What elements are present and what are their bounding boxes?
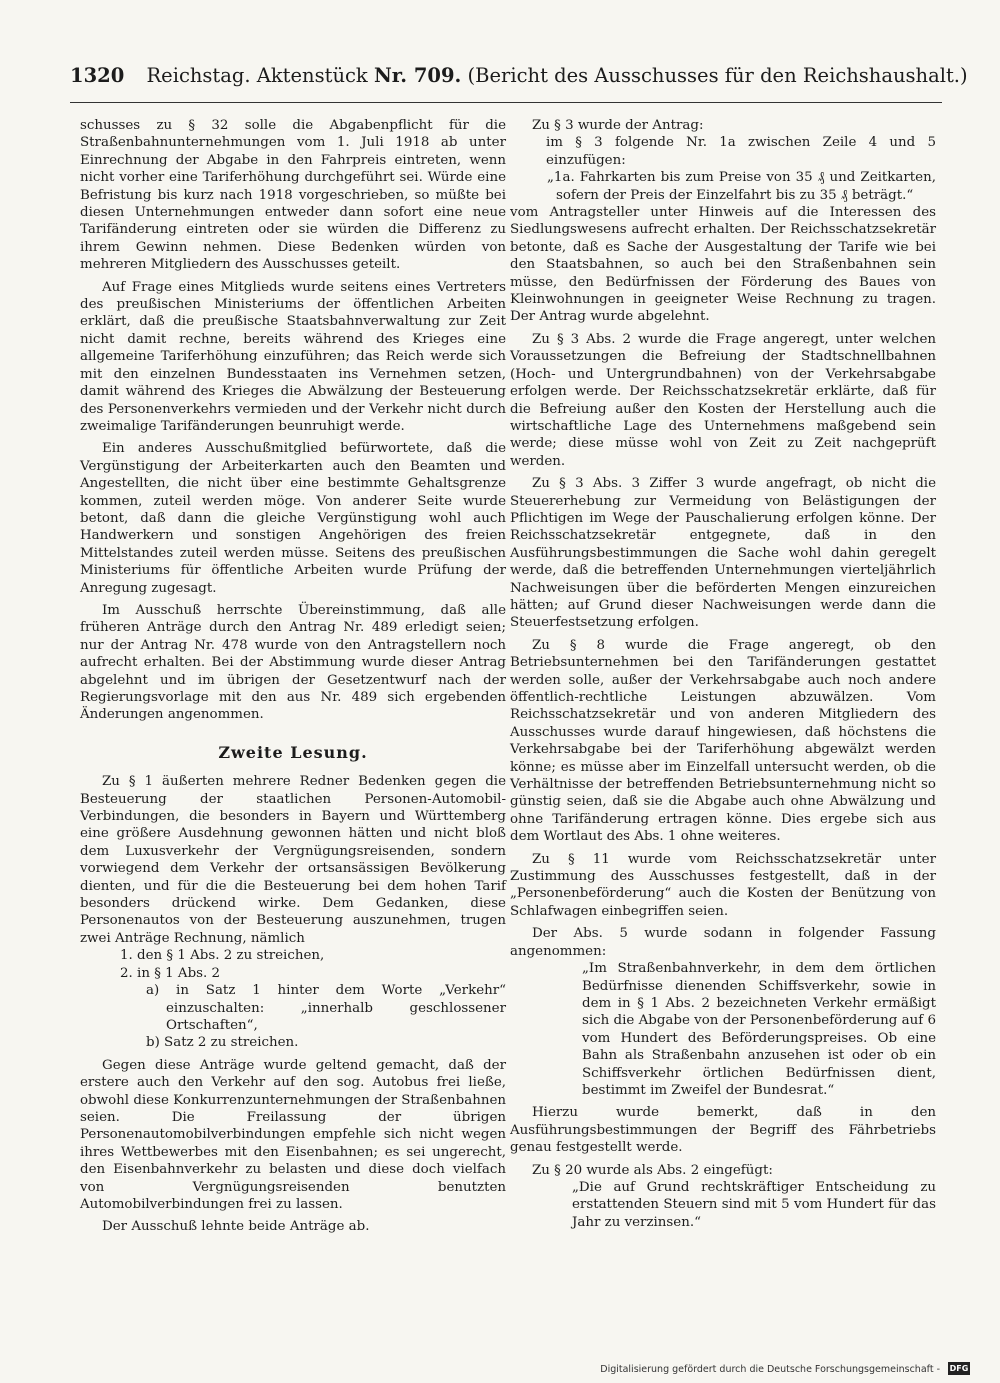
page-number: 1320 <box>70 64 125 87</box>
paragraph: Zu § 3 Abs. 2 wurde die Frage angeregt, unter welchen Voraussetzungen die Befreiung der Stadtschnellbahnen (Hoch- und Untergrundbahnen) von der Verkehrsabgabe erfolgen werde. Der Reichsschatzsekretär erklärte, daß für die Befreiung außer den Kosten der Herstellung auch die wirtschaftliche Lage des Unternehmens maßgebend sein werde; diese müsse wohl von Zeit zu Zeit nachgeprüft werden. <box>510 331 936 469</box>
header-title-prefix: Reichstag. Aktenstück <box>146 64 368 87</box>
paragraph: Ein anderes Ausschußmitglied befürwortete, daß die Vergünstigung der Arbeiterkarten auch den Beamten und Angestellten, die nicht über eine bestimmte Gehaltsgrenze kommen, zuteil werden möge. Von anderer Seite wurde betont, daß dann die gleiche Vergünstigung wohl auch Handwerkern und sonstigen Angehörigen des freien Mittelstandes zuteil werden müsse. Seitens des preußischen Ministeriums für öffentliche Arbeiten wurde Prüfung der Anregung zugesagt. <box>80 441 506 596</box>
page-header <box>70 64 968 98</box>
paragraph: Zu § 3 Abs. 3 Ziffer 3 wurde angefragt, ob nicht die Steuererhebung zur Vermeidung von Belästigungen der Pflichtigen im Wege der Pauschalierung erfolgen könne. Der Reichsschatzsekretär entgegnete, daß in den Ausführungsbestimmungen die Sache wohl dahin geregelt werde, daß die betreffenden Unternehmungen vierteljährlich Nachweisungen über die beförderten Mengen einzureichen hätten; auf Grund dieser Nachweisungen werde dann die Steuerfestsetzung erfolgen. <box>510 476 936 631</box>
list-item: 2. in § 1 Abs. 2 <box>120 965 221 981</box>
header-doc-number: Nr. 709. <box>373 64 462 87</box>
paragraph: Zu § 3 wurde der Antrag: <box>532 118 704 133</box>
dfg-logo: DFG <box>949 1364 969 1373</box>
section-heading: Zweite Lesung. <box>218 742 368 762</box>
motion-list <box>80 947 506 1051</box>
paragraph: Im Ausschuß herrschte Übereinstimmung, daß alle früheren Anträge durch den Antrag Nr. 489 erledigt seien; nur der Antrag Nr. 478 wurde von den Antragstellern noch aufrecht erhalten. Bei der Abstimmung wurde dieser Antrag abgelehnt und im übrigen der Gesetzentwurf nach der Regierungsvorlage mit den aus Nr. 489 sich ergebenden Änderungen angenommen. <box>80 602 506 723</box>
paragraph: Zu § 20 wurde als Abs. 2 eingefügt: <box>532 1162 773 1178</box>
paragraph: Auf Frage eines Mitglieds wurde seitens eines Vertreters des preußischen Ministeriums der öffentlichen Arbeiten erklärt, daß die preußische Staatsbahnverwaltung zur Zeit nicht damit rechne, bereits während des Krieges eine allgemeine Tariferhöhung einzuführen; das Reich werde sich mit den einzelnen Bundesstaaten ins Vernehmen setzen, damit während des Krieges die Abwälzung der Besteuerung des Personenverkehrs vermieden und der Verkehr nicht durch zweimalige Tarifänderungen beunruhigt werde. <box>80 279 506 434</box>
paragraph: Zu § 1 äußerten mehrere Redner Bedenken gegen die Besteuerung der staatlichen Personen-Automobil-Verbindungen, die besonders in Bayern und Württemberg eine größere Ausdehnung gewonnen hätten und nicht bloß dem Luxusverkehr der Vergnügungsreisenden, sondern vorwiegend dem Verkehr der ortsansässigen Bevölkerung dienten, und für die die Besteuerung bei dem hohen Tarif besonders drückend wirke. Dem Gedanken, diese Personenautos von der Besteuerung auszunehmen, trugen zwei Anträge Rechnung, nämlich <box>80 774 506 946</box>
block-quote: „Im Straßenbahnverkehr, in dem dem örtlichen Bedürfnisse dienenden Schiffsverkehr, sowie in dem in § 1 Abs. 2 bezeichneten Verkehr ermäßigt sich die Abgabe von der Personenbeförderung auf 6 vom Hundert des Beförderungspreises. Ob eine Bahn als Straßenbahn anzusehen ist oder ob ein Schiffsverkehr örtlichen Bedürfnissen dient, bestimmt im Zweifel der Bundesrat.“ <box>582 961 936 1098</box>
paragraph: schusses zu § 32 solle die Abgabenpflicht für die Straßenbahnunternehmungen vom 1. Juli 1918 ab unter Einrechnung der Abgabe in den Fahrpreis eintreten, wenn nicht vorher eine Tariferhöhung durchgeführt sei. Würde eine Befristung bis kurz nach 1918 vorgeschrieben, so müßte bei diesen Unternehmungen entweder dann sofort eine neue Tarifänderung eintreten oder sie würden die Differenz zu ihrem Gewinn nehmen. Diese Bedenken würden von mehreren Mitgliedern des Ausschusses geteilt. <box>80 118 506 273</box>
block-quote: „Die auf Grund rechtskräftiger Entscheidung zu erstattenden Steuern sind mit 5 vom Hundert für das Jahr zu verzinsen.“ <box>572 1179 936 1230</box>
block-quote: „1a. Fahrkarten bis zum Preise von 35 ₰ und Zeitkarten, sofern der Preis der Einzelfahrt bis zu 35 ₰ beträgt.“ <box>547 170 936 203</box>
paragraph: Hierzu wurde bemerkt, daß in den Ausführungsbestimmungen der Begriff des Fährbetriebs genau festgestellt werde. <box>510 1105 936 1156</box>
digitization-credit: Digitalisierung gefördert durch die Deutsche Forschungsgemeinschaft - <box>600 1364 940 1375</box>
right-column <box>510 117 936 1231</box>
paragraph: Zu § 8 wurde die Frage angeregt, ob den Betriebsunternehmen bei den Tarifänderungen gestattet werden solle, außer der Verkehrsabgabe auch noch andere öffentlich-rechtliche Leistungen abzuwälzen. Vom Reichsschatzsekretär und von anderen Mitgliedern des Ausschusses wurde darauf hingewiesen, daß höchstens die Verkehrsabgabe bei der Tariferhöhung abgewälzt werden könne; es müsse aber im Einzelfall untersucht werden, ob die Verhältnisse der betreffenden Betriebsunternehmung nicht so günstig seien, daß sie die Abgabe auch ohne Abwälzung und ohne Tarifänderung ertragen könne. Dies ergebe sich aus dem Wortlaut des Abs. 1 ohne weiteres. <box>510 637 936 845</box>
paragraph: Der Ausschuß lehnte beide Anträge ab. <box>102 1219 370 1235</box>
left-column <box>80 117 506 1236</box>
paragraph: Gegen diese Anträge wurde geltend gemacht, daß der erstere auch den Verkehr auf den sog. Autobus frei ließe, obwohl diese Konkurrenzunternehmungen der Straßenbahnen seien. Die Freilassung der übrigen Personenautomobilverbindungen empfehle sich nicht wegen ihres Wettbewerbes mit den Eisenbahnen; es sei ungerecht, den Eisenbahnverkehr zu belasten und diese doch vielfach von Vergnügungsreisenden benutzten Automobilverbindungen frei zu lassen. <box>80 1057 507 1212</box>
header-rule <box>70 102 942 103</box>
paragraph: Der Abs. 5 wurde sodann in folgender Fassung angenommen: <box>510 926 936 959</box>
header-title-suffix: (Bericht des Ausschusses für den Reichshaushalt.) <box>467 64 968 87</box>
paragraph: Zu § 11 wurde vom Reichsschatzsekretär unter Zustimmung des Ausschusses festgestellt, daß in der „Personenbeförderung“ auch die Kosten der Benützung von Schlafwagen einbegriffen seien. <box>510 851 936 919</box>
list-subitem: b) Satz 2 zu streichen. <box>146 1035 299 1051</box>
paragraph: im § 3 folgende Nr. 1a zwischen Zeile 4 und 5 einzufügen: <box>546 135 936 168</box>
list-subitem: a) in Satz 1 hinter dem Worte „Verkehr“ einzuschalten: „innerhalb geschlossener Ortschaften“, <box>146 983 506 1033</box>
paragraph: vom Antragsteller unter Hinweis auf die Interessen des Siedlungswesens aufrecht erhalten. Der Reichsschatzsekretär betonte, daß es Sache der Ausgestaltung der Tarife wie bei den Staatsbahnen, so auch bei den Straßenbahnen sein müsse, den Bedürfnissen der Förderung des Baues von Kleinwohnungen in geeigneter Weise Rechnung zu tragen. Der Antrag wurde abgelehnt. <box>510 205 936 325</box>
list-item: 1. den § 1 Abs. 2 zu streichen, <box>120 948 325 964</box>
